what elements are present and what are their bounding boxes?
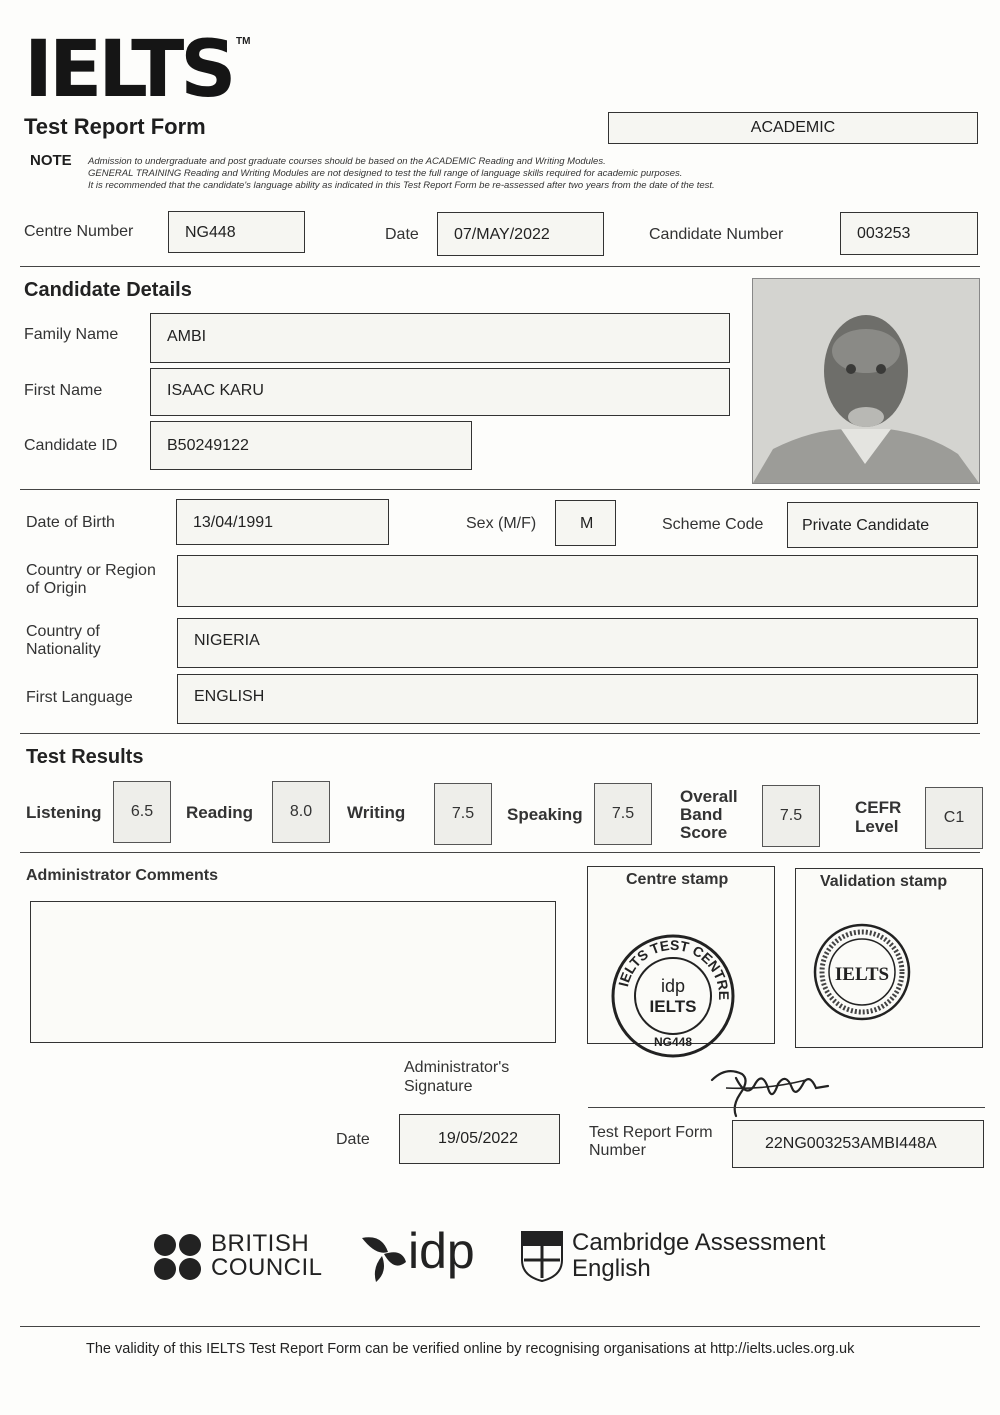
admin-signature-label: Administrator's Signature (404, 1059, 510, 1095)
first-name-box (150, 368, 730, 416)
administrator-signature (706, 1058, 836, 1120)
centre-stamp-code: NG448 (653, 1035, 693, 1049)
admin-date-value: 19/05/2022 (438, 1130, 519, 1147)
divider (20, 733, 980, 734)
validation-stamp-label: Validation stamp (820, 873, 948, 890)
centre-number-value: NG448 (185, 224, 236, 241)
ielts-logo: IELTS TM (24, 25, 251, 115)
british-council-dots-icon (153, 1232, 203, 1282)
divider (588, 1107, 985, 1108)
candidate-id-value: B50249122 (167, 437, 249, 454)
first-language-box (177, 674, 978, 724)
idp-logo: idp (358, 1226, 488, 1288)
speaking-score: 7.5 (594, 783, 652, 845)
cefr-level-label: CEFR Level (855, 798, 902, 836)
family-name-value: AMBI (167, 328, 207, 345)
listening-label: Listening (26, 803, 102, 822)
candidate-photo (752, 278, 980, 484)
admin-comments-label: Administrator Comments (26, 867, 219, 884)
origin-label: Country or Region of Origin (26, 562, 156, 597)
candidate-id-box (150, 421, 472, 470)
scheme-code-box (787, 502, 978, 548)
origin-box (177, 555, 978, 607)
centre-stamp-ring-text: IELTS TEST CENTRE (615, 936, 733, 1001)
reading-label: Reading (186, 803, 254, 822)
divider (20, 266, 980, 267)
family-name-label: Family Name (24, 326, 119, 343)
trf-number-value: 22NG003253AMBI448A (765, 1135, 937, 1152)
form-title: Test Report Form (24, 114, 206, 139)
centre-stamp-seal (605, 928, 743, 1058)
listening-score: 6.5 (113, 781, 171, 843)
british-council-logo: BRITISH COUNCIL (153, 1232, 328, 1284)
module-box (608, 112, 978, 144)
footer-divider (20, 1326, 980, 1327)
nationality-value: NIGERIA (194, 632, 260, 649)
first-language-label: First Language (26, 689, 133, 706)
validity-note: The validity of this IELTS Test Report Form can be verified online by recognising organisations at http://ielts.ucles.org.uk (86, 1341, 855, 1357)
divider (20, 489, 980, 490)
module-value: ACADEMIC (750, 119, 836, 136)
date-label: Date (385, 226, 419, 243)
dob-box (176, 499, 389, 545)
overall-band-label: Overall Band Score (680, 787, 738, 842)
scheme-code-label: Scheme Code (662, 516, 764, 533)
test-results-title: Test Results (26, 746, 144, 768)
first-language-value: ENGLISH (194, 688, 265, 705)
overall-band-score: 7.5 (762, 785, 820, 847)
cambridge-logo: Cambridge Assessment English (520, 1230, 850, 1286)
speaking-label: Speaking (507, 805, 583, 824)
centre-number-label: Centre Number (24, 223, 134, 240)
scheme-code-value: Private Candidate (802, 517, 930, 534)
centre-number-box (168, 211, 305, 253)
writing-score: 7.5 (434, 783, 492, 845)
divider (20, 852, 980, 853)
cefr-level-score: C1 (925, 787, 983, 849)
writing-label: Writing (347, 803, 406, 822)
idp-leaf-icon (358, 1232, 408, 1284)
date-value: 07/MAY/2022 (454, 226, 550, 243)
candidate-details-title: Candidate Details (24, 279, 192, 301)
date-box (437, 212, 604, 256)
candidate-id-label: Candidate ID (24, 437, 118, 454)
candidate-photo-image (753, 279, 979, 483)
candidate-number-label: Candidate Number (649, 226, 784, 243)
admin-comments-box (30, 901, 556, 1043)
centre-stamp-idp: idp (660, 976, 686, 996)
first-name-label: First Name (24, 382, 103, 399)
validation-stamp-seal (812, 922, 912, 1022)
note-label: NOTE (30, 152, 72, 169)
dob-value: 13/04/1991 (193, 514, 274, 531)
reading-score: 8.0 (272, 781, 330, 843)
centre-stamp-label: Centre stamp (626, 871, 729, 888)
candidate-number-value: 003253 (857, 225, 911, 242)
sex-box (555, 500, 616, 546)
validation-stamp-ielts: IELTS (834, 964, 890, 985)
trf-number-box (732, 1120, 984, 1168)
cambridge-shield-icon (520, 1230, 564, 1282)
nationality-label: Country of Nationality (26, 623, 101, 658)
nationality-box (177, 618, 978, 668)
first-name-value: ISAAC KARU (167, 382, 264, 399)
trf-number-label: Test Report Form Number (589, 1124, 713, 1159)
admin-date-box (399, 1114, 560, 1164)
note-text: Admission to undergraduate and post graduate courses should be based on the ACADEMIC Reading and Writing Modules. GENERAL TRAINING Reading and Writing Modules are not designed to test the full range of language skills required for academic purposes. It is recommended that the candidate's language ability as indicated in this Test Report Form be re-assessed after two years from the date of the test. (88, 156, 715, 191)
family-name-box (150, 313, 730, 363)
sex-label: Sex (M/F) (466, 515, 537, 532)
candidate-number-box (840, 212, 978, 255)
trademark-mark: TM (236, 36, 251, 47)
admin-date-label: Date (336, 1131, 370, 1148)
sex-value: M (580, 515, 594, 532)
dob-label: Date of Birth (26, 514, 115, 531)
centre-stamp-ielts: IELTS (649, 997, 697, 1016)
